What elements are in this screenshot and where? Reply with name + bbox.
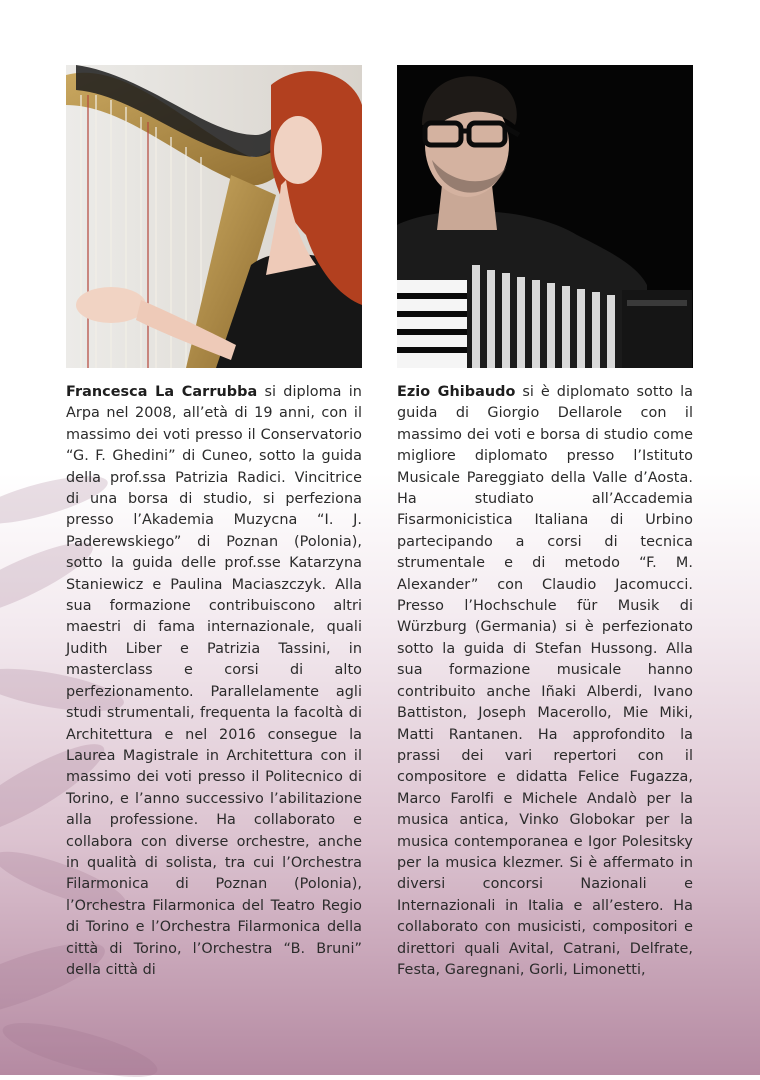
harpist-photo (66, 65, 362, 368)
accordionist-photo (397, 65, 693, 368)
bio-francesca-la-carrubba (66, 382, 362, 981)
accordionist-photo-icon (397, 65, 693, 368)
artist-name: Ezio Ghibaudo (397, 384, 516, 400)
harpist-photo-icon (66, 65, 362, 368)
bio-ezio-ghibaudo (397, 382, 693, 981)
bio-text: si diploma in Arpa nel 2008, all’età di 19 anni, con il massimo dei voti presso il Conservatorio “G. F. Ghedini” di Cuneo, sotto la guida della prof.ssa Patrizia Radici. Vincitrice di una borsa di studio, si perfeziona presso l’Akademia Muzycna “I. J. Paderewskiego” di Poznan (Polonia), sotto la guida delle prof.sse Katarzyna Staniewicz e Paulina Maciaszczyk. Alla sua formazione contribuiscono altri maestri di fama internazionale, quali Judith Liber e Patrizia Tassini, in masterclass e corsi di alto perfezionamento. Parallelamente agli studi strumentali, frequenta la facoltà di Architettura e nel 2016 consegue la Laurea Magistrale in Architettura con il massimo dei voti presso il Politecnico di Torino, e l’anno successivo l’abilitazione alla professione. Ha collaborato e collabora con diverse orchestre, anche in qualità di solista, tra cui l’Orchestra Filarmonica di Poznan (Polonia), l’Orchestra Filarmonica del Teatro Regio di Torino e l’Orchestra Filarmonica della città di Torino, l’Orchestra “B. Bruni” della città di (66, 384, 362, 978)
bio-text: si è diplomato sotto la guida di Giorgio Dellarole con il massimo dei voti e borsa di studio come migliore diplomato presso l’Istituto Musicale Pareggiato della Valle d’Aosta. Ha studiato all’Accademia Fisarmonicistica Italiana di Urbino partecipando a corsi di tecnica strumentale e di metodo “F. M. Alexander” con Claudio Jacomucci. Presso l’Hochschule für Musik di Würzburg (Germania) si è perfezionato sotto la guida di Stefan Hussong. Alla sua formazione musicale hanno contribuito anche Iñaki Alberdi, Ivano Battiston, Joseph Macerollo, Mie Miki, Matti Rantanen. Ha approfondito la prassi dei vari repertori con il compositore e didatta Felice Fugazza, Marco Farolfi e Michele Andalò per la musica antica, Vinko Globokar per la musica contemporanea e Igor Polesitsky per la musica klezmer. Si è affermato in diversi concorsi Nazionali e Internazionali in Italia e all’estero. Ha collaborato con musicisti, compositori e direttori quali Avital, Catrani, Delfrate, Festa, Garegnani, Gorli, Limonetti, (397, 384, 693, 978)
artist-name: Francesca La Carrubba (66, 384, 258, 400)
